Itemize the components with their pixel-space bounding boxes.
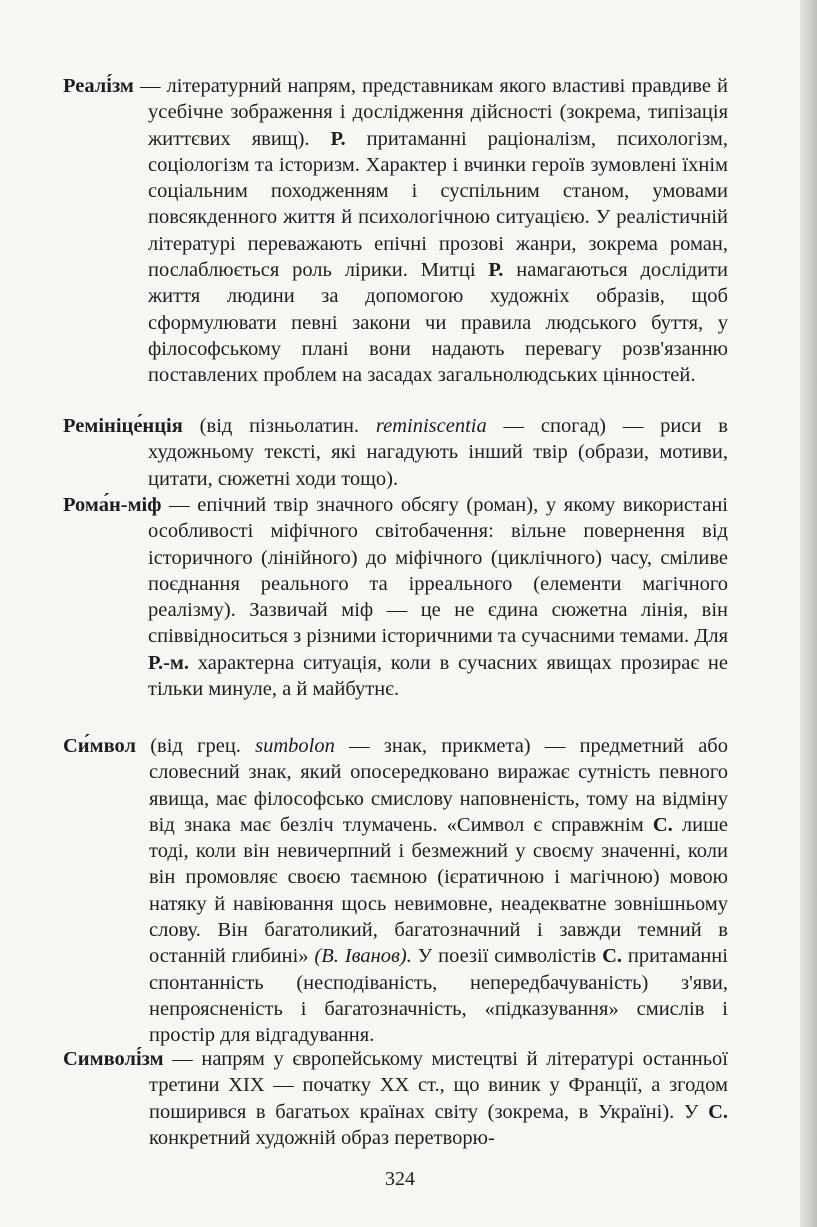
entry-text: притаманні спонтанність (несподіваність, непередбачуваність) з'яви, непроясненість і багатозначність, «підказування» смислів і простір для відгадування. bbox=[149, 945, 728, 1047]
entry-etymology: sumbolon bbox=[255, 735, 335, 757]
entry-term: Символі́зм bbox=[63, 1048, 164, 1070]
entry-text: У поезії символістів bbox=[411, 945, 603, 968]
entry-text: — напрям у європейському мистецтві й літературі останньої третини XIX — початку XX ст., що виник у Франції, а згодом поширився в багатьох країнах світу (зокрема, в Україні). У bbox=[149, 1048, 728, 1123]
entry-abbreviation: Р. bbox=[488, 259, 504, 282]
entry-term: Реалі́зм bbox=[63, 75, 134, 97]
entry-abbreviation: Р.-м. bbox=[148, 651, 189, 674]
dictionary-entry-realism bbox=[63, 73, 728, 389]
entry-abbreviation: С. bbox=[652, 813, 673, 836]
dictionary-entry-symbol bbox=[63, 733, 728, 1049]
entry-etymology: reminiscentia bbox=[375, 415, 487, 437]
entry-citation-author: (В. Іванов). bbox=[314, 945, 412, 968]
page-number: 324 bbox=[385, 1168, 415, 1190]
entry-text: — літературний напрям, представникам якого властиві правдиве й усебічне зображення і дослідження дійсності (зокрема, типізація життєвих явищ). bbox=[133, 75, 728, 150]
page-edge-shadow bbox=[800, 0, 817, 1227]
entry-text: лише тоді, коли він невичерпний і безмежний у своєму значенні, коли він промовляє своєю таємною (ієратичною і магічною) мовою натяку й навіювання щось невимовне, неадекватне зовнішньому слову. Він багатоликий, багатозначний і завжди темний в останній глибині» bbox=[149, 813, 728, 968]
entry-text: намагаються дослідити життя людини за допомогою художніх образів, щоб сформулювати певні закони чи правила людського буття, у філософському плані вони надають перевагу розв'язанню поставлених проблем на засадах загальнолюдських цінностей. bbox=[148, 259, 728, 387]
entry-text: (від пізньолатин. bbox=[182, 415, 376, 437]
entry-term: Си́мвол bbox=[63, 735, 136, 757]
dictionary-entry-reminiscence bbox=[63, 413, 728, 492]
dictionary-entry-roman-mif bbox=[63, 492, 728, 702]
entry-text: конкретний художній образ перетворю- bbox=[149, 1126, 495, 1149]
entry-term: Рома́н-міф bbox=[63, 494, 162, 516]
entry-term: Ремініце́нція bbox=[63, 415, 183, 437]
entry-text: (від грец. bbox=[136, 735, 256, 757]
entry-text: — знак, прикмета) — предметний або словесний знак, який опосередковано виражає сутність певного явища, має філософсько смислову наповненість, тому на відміну від знака має безліч тлумачень. «Символ є справжнім bbox=[149, 735, 728, 836]
entry-text: притаманні раціоналізм, психологізм, соціологізм та історизм. Характер і вчинки героїв зумовлені їхнім соціальним походженням і суспільним станом, умовами повсякденного життя й психологічною ситуацією. У реалістичній літературі переважають епічні прозові жанри, зокрема роман, послаблюється роль лірики. Митці bbox=[148, 127, 728, 282]
entry-text: — епічний твір значного обсягу (роман), у якому використані особливості міфічного світобачення: вільне повернення від історичного (лінійного) до міфічного (циклічного) часу, сміливе поєднання реального та ірреального (елементи магічного реалізму). Зазвичай міф — це не єдина сюжетна лінія, він співвідноситься з різними історичними та сучасними темами. Для bbox=[148, 494, 728, 648]
entry-abbreviation: С. bbox=[602, 945, 623, 968]
entry-abbreviation: С. bbox=[708, 1100, 728, 1123]
dictionary-entry-symbolism bbox=[63, 1046, 728, 1151]
entry-text: характерна ситуація, коли в сучасних явищах прозирає не тільки минуле, а й майбутнє. bbox=[148, 651, 728, 701]
entry-abbreviation: Р. bbox=[330, 127, 346, 150]
entry-text: — спогад) — риси в художньому тексті, які нагадують інший твір (образи, мотиви, цитати, сюжетні ходи тощо). bbox=[148, 415, 728, 490]
